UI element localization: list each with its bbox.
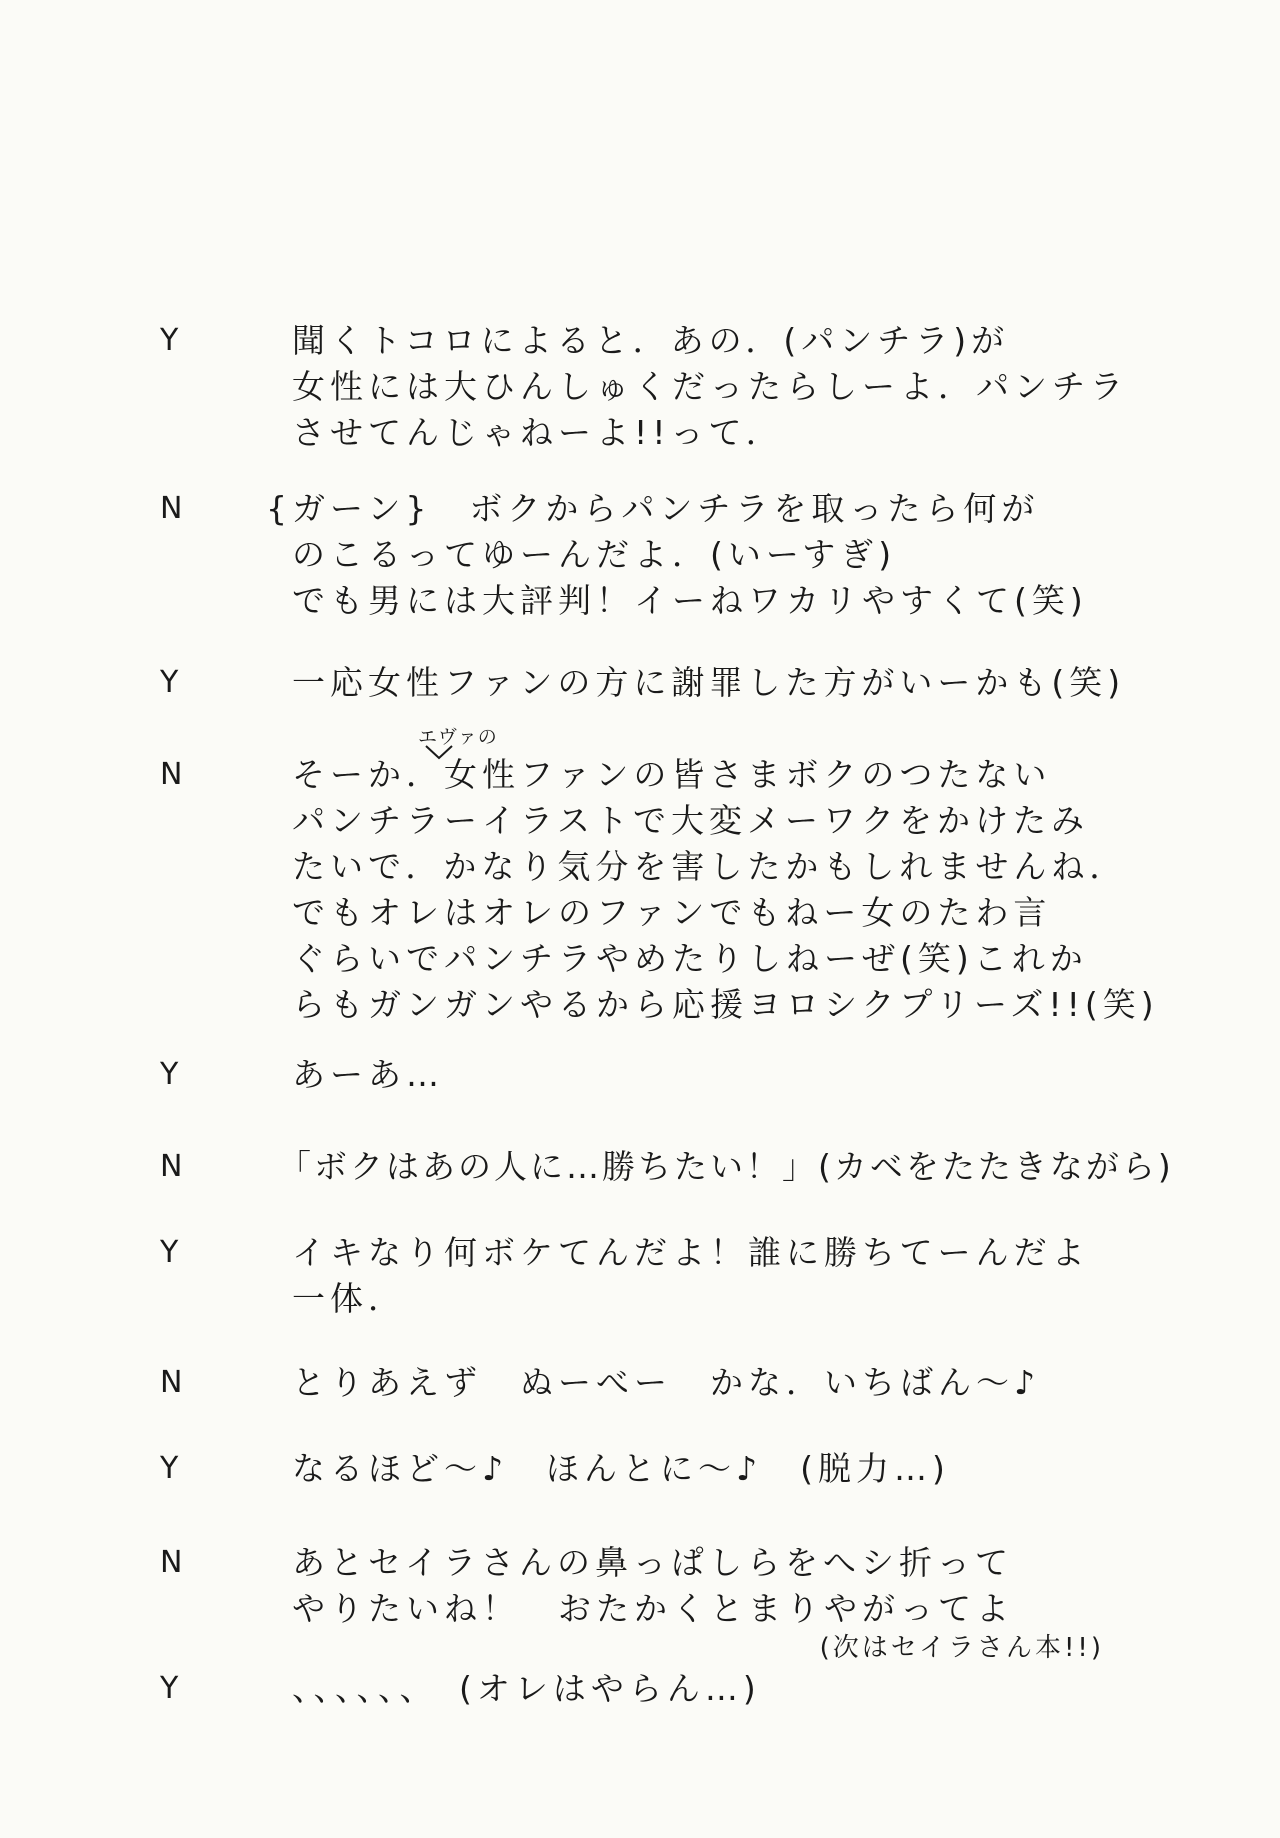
dialogue-line: 聞くトコロによると．あの．(パンチラ)が <box>292 321 1010 360</box>
dialogue-line: でも男には大評判！イーねワカリやすくて(笑) <box>292 581 1088 620</box>
speaker-label: Y <box>160 1451 179 1486</box>
dialogue-line: 「ボクはあの人に…勝ちたい！」(カベをたたきながら) <box>278 1147 1174 1186</box>
dialogue-line: 女性には大ひんしゅくだったらしーよ．パンチラ <box>292 367 1128 406</box>
dialogue-text <box>292 1230 1232 1322</box>
dialogue-line: させてんじゃねーよ!!って． <box>292 413 784 452</box>
dialogue-line: でもオレはオレのファンでもねー女のたわ言 <box>292 893 1052 932</box>
dialogue-line: 一体． <box>292 1279 406 1318</box>
dialogue-line: {ガーン} ボクからパンチラを取ったら何が <box>266 489 1040 528</box>
dialogue-line: そーか．女性ファンの皆さまボクのつたない <box>292 755 1052 794</box>
dialogue-line: 一応女性ファンの方に謝罪した方がいーかも(笑) <box>292 663 1126 702</box>
speaker-label: Y <box>160 1235 179 1270</box>
dialogue-text <box>292 1446 1232 1492</box>
dialogue-line: のこるってゆーんだよ．(いーすぎ) <box>292 535 897 574</box>
aside-note: (次はセイラさん本!!) <box>819 1633 1104 1663</box>
speaker-label: Y <box>160 1671 179 1706</box>
dialogue-text <box>292 1540 1232 1664</box>
speaker-label: Y <box>160 1057 179 1092</box>
dialogue-line: やりたいね！ おたかくとまりやがってよ <box>292 1589 1014 1628</box>
speaker-label: Y <box>160 323 179 358</box>
dialogue-line: たいで．かなり気分を害したかもしれませんね． <box>292 847 1128 886</box>
insertion-annotation: エヴァの <box>418 726 498 748</box>
speaker-label: N <box>160 1365 183 1400</box>
speaker-label: N <box>160 1149 183 1184</box>
dialogue-text <box>278 1144 1218 1190</box>
dialogue-line: あーあ… <box>292 1055 444 1094</box>
dialogue-line: らもガンガンやるから応援ヨロシクプリーズ!!(笑) <box>292 985 1159 1024</box>
speaker-label: N <box>160 491 183 526</box>
dialogue-text <box>292 1666 1232 1712</box>
dialogue-text <box>266 486 1206 624</box>
dialogue-text <box>292 1052 1232 1098</box>
dialogue-line: とりあえず ぬーべー かな．いちばん～♪ <box>292 1363 1041 1402</box>
dialogue-text <box>292 752 1232 1028</box>
dialogue-line: あとセイラさんの鼻っぱしらをへシ折って <box>292 1543 1014 1582</box>
dialogue-line: 、、、、、、 (オレはやらん…) <box>292 1669 761 1708</box>
dialogue-text <box>292 318 1232 456</box>
speaker-label: N <box>160 757 183 792</box>
dialogue-line: イキなり何ボケてんだよ！誰に勝ちてーんだよ <box>292 1233 1090 1272</box>
dialogue-text <box>292 660 1232 706</box>
speaker-label: Y <box>160 665 179 700</box>
dialogue-text <box>292 1360 1232 1406</box>
dialogue-line: なるほど～♪ ほんとに～♪ (脱力…) <box>292 1449 950 1488</box>
dialogue-line: パンチラーイラストで大変メーワクをかけたみ <box>292 801 1090 840</box>
dialogue-line: ぐらいでパンチラやめたりしねーぜ(笑)これか <box>292 939 1088 978</box>
speaker-label: N <box>160 1545 183 1580</box>
